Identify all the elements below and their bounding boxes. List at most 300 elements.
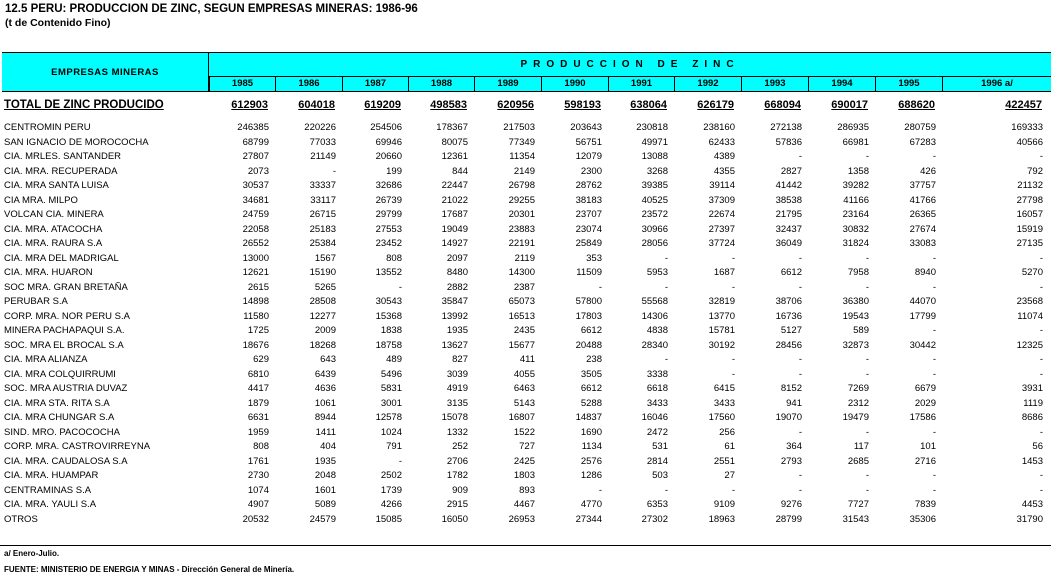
table-cell: 792 [1027, 165, 1043, 177]
table-cell: 6353 [646, 499, 668, 510]
table-header [2, 52, 1051, 92]
total-row [4, 99, 1051, 113]
table-row [0, 441, 1051, 456]
table-cell: 35306 [909, 513, 936, 525]
table-cell: 2029 [914, 397, 936, 409]
total-value: 620956 [497, 99, 534, 111]
table-cell: - [865, 281, 869, 293]
table-cell: 2435 [513, 325, 535, 336]
table-cell: - [598, 281, 602, 293]
table-cell: 23452 [375, 238, 402, 249]
table-cell: 941 [786, 397, 802, 409]
table-cell: 1959 [247, 426, 269, 438]
table-cell: 9276 [780, 499, 802, 510]
table-cell: 7727 [847, 499, 869, 510]
table-cell: - [798, 354, 802, 365]
table-cell: 29255 [508, 194, 535, 206]
table-cell: 40566 [1016, 136, 1043, 148]
table-cell: 26552 [242, 238, 269, 249]
table-cell: 1024 [380, 426, 402, 438]
table-cell: 12277 [309, 310, 336, 322]
table-cell: 32437 [775, 223, 802, 235]
total-value: 612903 [231, 99, 268, 111]
table-cell: 2685 [847, 455, 869, 467]
table-cell: - [1039, 484, 1043, 496]
table-cell: 26798 [508, 180, 535, 191]
company-name: CIA. MRA. RAURA S.A [4, 238, 103, 249]
total-value: 604018 [298, 99, 335, 111]
table-cell: 3135 [446, 397, 468, 409]
table-row [0, 470, 1051, 485]
table-cell: 25849 [575, 238, 602, 249]
table-cell: 17803 [575, 310, 602, 322]
table-cell: 2551 [713, 455, 735, 467]
table-cell: 18758 [375, 339, 402, 351]
total-value: 638064 [630, 99, 667, 111]
company-name: CIA. MRA. RECUPERADA [4, 165, 118, 177]
total-value: 688620 [898, 99, 935, 111]
table-cell: 13627 [441, 339, 468, 351]
table-cell: - [932, 426, 936, 438]
company-name: PERUBAR S.A [4, 296, 68, 307]
table-cell: 8944 [314, 412, 336, 423]
table-cell: 2149 [513, 165, 535, 177]
table-cell: - [932, 368, 936, 380]
table-cell: - [865, 484, 869, 496]
table-cell: 4467 [513, 499, 535, 510]
table-cell: 4770 [580, 499, 602, 510]
table-cell: 844 [452, 165, 468, 177]
table-row [0, 282, 1051, 297]
table-row [0, 340, 1051, 355]
table-cell: 36380 [842, 296, 869, 307]
company-name: CIA. MRLES. SANTANDER [4, 151, 122, 162]
company-name: CORP. MRA. CASTROVIRREYNA [4, 441, 151, 452]
table-cell: 4907 [247, 499, 269, 510]
total-value: 422457 [1005, 99, 1042, 111]
table-cell: 30442 [909, 339, 936, 351]
header-year: 1993 [741, 77, 808, 91]
table-cell: 30192 [708, 339, 735, 351]
table-cell: 2048 [314, 470, 336, 481]
company-name: CIA. MRA. CAUDALOSA S.A [4, 455, 128, 467]
header-year: 1992 [674, 77, 741, 91]
header-years [209, 77, 1051, 91]
table-cell: - [664, 252, 668, 264]
table-cell: 27807 [242, 151, 269, 162]
table-cell: 24579 [309, 513, 336, 525]
table-cell: 37309 [708, 194, 735, 206]
table-cell: 67283 [909, 136, 936, 148]
table-cell: 28762 [575, 180, 602, 191]
table-cell: 353 [586, 252, 602, 264]
table-cell: 4417 [247, 383, 269, 394]
table-row [0, 151, 1051, 166]
table-cell: 1286 [580, 470, 602, 481]
company-name: CIA. MRA STA. RITA S.A [4, 397, 110, 409]
company-name: CIA. MRA ALIANZA [4, 354, 88, 365]
table-cell: 26953 [508, 513, 535, 525]
table-cell: 49971 [641, 136, 668, 148]
header-year: 1989 [474, 77, 541, 91]
table-cell: 12361 [441, 151, 468, 162]
table-cell: 808 [386, 252, 402, 264]
header-year: 1987 [342, 77, 408, 91]
table-cell: 17586 [909, 412, 936, 423]
header-year: 1990 [541, 77, 608, 91]
table-cell: - [1039, 325, 1043, 336]
table-cell: 16807 [508, 412, 535, 423]
table-cell: 17799 [909, 310, 936, 322]
table-cell: 27 [724, 470, 735, 481]
table-cell: 14300 [508, 267, 535, 278]
table-cell: 38706 [775, 296, 802, 307]
header-year: 1988 [408, 77, 474, 91]
table-cell: 61 [724, 441, 735, 452]
table-cell: 55568 [641, 296, 668, 307]
table-cell: 20301 [508, 209, 535, 220]
table-cell: 30966 [641, 223, 668, 235]
table-cell: 827 [452, 354, 468, 365]
table-cell: 19070 [775, 412, 802, 423]
company-name: CIA. MRA DEL MADRIGAL [4, 252, 119, 264]
company-name: VOLCAN CIA. MINERA [4, 209, 104, 220]
table-cell: 77033 [309, 136, 336, 148]
table-cell: 27798 [1016, 194, 1043, 206]
table-cell: 33117 [310, 194, 336, 206]
table-cell: 1725 [247, 325, 269, 336]
table-cell: 11354 [509, 151, 535, 162]
header-year: 1985 [209, 77, 275, 91]
table-subtitle: (t de Contenido Fino) [5, 17, 111, 29]
table-cell: - [1039, 281, 1043, 293]
table-cell: 1935 [446, 325, 468, 336]
table-cell: 489 [386, 354, 402, 365]
table-cell: - [865, 470, 869, 481]
table-cell: 56 [1032, 441, 1043, 452]
total-value: 626179 [697, 99, 734, 111]
company-name: SOC MRA. GRAN BRETAÑA [4, 281, 128, 293]
table-cell: 6631 [247, 412, 269, 423]
table-cell: 27397 [708, 223, 735, 235]
table-cell: 41166 [843, 194, 869, 206]
table-row [0, 195, 1051, 210]
table-cell: 23707 [575, 209, 602, 220]
company-name: OTROS [4, 513, 38, 525]
total-value: 668094 [764, 99, 801, 111]
table-cell: 5270 [1021, 267, 1043, 278]
table-cell: - [798, 281, 802, 293]
table-cell: - [731, 252, 735, 264]
total-value: 598193 [564, 99, 601, 111]
table-cell: - [932, 354, 936, 365]
table-cell: 1567 [314, 252, 336, 264]
table-row [0, 253, 1051, 268]
table-cell: 24759 [242, 209, 269, 220]
table-cell: 28456 [775, 339, 802, 351]
table-cell: - [932, 151, 936, 162]
table-cell: 41766 [909, 194, 936, 206]
header-produccion: PRODUCCION DE ZINC [209, 53, 1051, 77]
table-cell: 5143 [513, 397, 535, 409]
table-row [0, 311, 1051, 326]
table-cell: 8152 [780, 383, 802, 394]
table-cell: - [664, 484, 668, 496]
table-cell: 27674 [909, 223, 936, 235]
table-cell: 12325 [1016, 339, 1043, 351]
table-cell: 2073 [247, 165, 269, 177]
table-cell: 411 [519, 354, 535, 365]
table-cell: - [798, 484, 802, 496]
table-cell: 20532 [242, 513, 269, 525]
table-cell: 18963 [708, 513, 735, 525]
table-cell: 19543 [842, 310, 869, 322]
table-cell: 2716 [914, 455, 936, 467]
table-cell: 252 [452, 441, 468, 452]
table-cell: 503 [652, 470, 668, 481]
table-cell: 29799 [375, 209, 402, 220]
table-cell: 57800 [575, 296, 602, 307]
source-note: FUENTE: MINISTERIO DE ENERGIA Y MINAS - Dirección General de Minería. [4, 565, 295, 574]
table-cell: - [865, 151, 869, 162]
table-cell: 15919 [1016, 223, 1043, 235]
table-cell: 23572 [641, 209, 668, 220]
table-cell: 23074 [575, 223, 602, 235]
table-cell: 5089 [314, 499, 336, 510]
table-cell: 31790 [1016, 513, 1043, 525]
table-cell: 6612 [780, 267, 802, 278]
table-cell: 39385 [641, 180, 668, 191]
table-cell: 9109 [713, 499, 735, 510]
table-cell: 178367 [436, 122, 468, 133]
table-row [0, 369, 1051, 384]
table-row [0, 412, 1051, 427]
table-row [0, 354, 1051, 369]
table-cell: 1332 [446, 426, 468, 438]
total-value: 498583 [430, 99, 467, 111]
table-cell: 25183 [309, 223, 336, 235]
company-name: CORP. MRA. NOR PERU S.A [4, 310, 130, 322]
header-year: 1986 [275, 77, 342, 91]
table-cell: 30832 [842, 223, 869, 235]
total-value: 619209 [364, 99, 401, 111]
table-row [0, 383, 1051, 398]
table-cell: 169333 [1011, 122, 1043, 133]
table-row [0, 267, 1051, 282]
table-cell: 37724 [708, 238, 735, 249]
table-cell: 14927 [441, 238, 468, 249]
table-cell: 26365 [909, 209, 936, 220]
table-cell: 1739 [380, 484, 402, 496]
table-cell: 6810 [247, 368, 269, 380]
table-cell: - [332, 165, 336, 177]
company-name: CENTRAMINAS S.A [4, 484, 92, 496]
table-cell: - [731, 281, 735, 293]
table-cell: 1687 [713, 267, 735, 278]
table-cell: 12621 [242, 267, 269, 278]
table-cell: 27553 [375, 223, 402, 235]
table-row [0, 325, 1051, 340]
table-cell: 5288 [580, 397, 602, 409]
table-row [0, 398, 1051, 413]
table-cell: 21795 [775, 209, 802, 220]
table-cell: 4266 [380, 499, 402, 510]
header-empresas: EMPRESAS MINERAS [2, 53, 209, 91]
table-cell: - [731, 484, 735, 496]
table-cell: 220226 [304, 122, 336, 133]
table-cell: 1782 [446, 470, 468, 481]
table-cell: - [798, 151, 802, 162]
company-name: SOC. MRA AUSTRIA DUVAZ [4, 383, 128, 394]
table-cell: 68799 [242, 136, 269, 148]
table-cell: 28508 [309, 296, 336, 307]
table-cell: 531 [652, 441, 668, 452]
table-cell: 39282 [842, 180, 869, 191]
table-cell: 1411 [315, 426, 336, 438]
table-cell: 254506 [370, 122, 402, 133]
table-cell: - [932, 325, 936, 336]
table-cell: 40525 [641, 194, 668, 206]
table-cell: 3931 [1021, 383, 1043, 394]
table-cell: 69946 [375, 136, 402, 148]
table-cell: 12079 [575, 151, 602, 162]
table-cell: 77349 [508, 136, 535, 148]
table-cell: 23568 [1016, 296, 1043, 307]
table-cell: - [398, 281, 402, 293]
table-cell: 6679 [914, 383, 936, 394]
table-row [0, 296, 1051, 311]
table-cell: 38538 [775, 194, 802, 206]
table-cell: 2882 [446, 281, 468, 293]
table-cell: 8480 [446, 267, 468, 278]
table-cell: 4055 [513, 368, 535, 380]
table-cell: 1074 [247, 484, 269, 496]
table-cell: 2300 [580, 165, 602, 177]
table-cell: - [798, 470, 802, 481]
table-cell: 18676 [242, 339, 269, 351]
table-cell: 28056 [641, 238, 668, 249]
table-cell: 8686 [1021, 412, 1043, 423]
table-cell: 15085 [375, 513, 402, 525]
table-cell: 3433 [713, 397, 735, 409]
table-cell: 643 [320, 354, 336, 365]
table-cell: 25384 [309, 238, 336, 249]
table-cell: 28340 [641, 339, 668, 351]
table-cell: 246385 [237, 122, 269, 133]
table-cell: - [865, 426, 869, 438]
company-name: CIA. MRA. YAULI S.A [4, 499, 97, 510]
table-cell: - [798, 426, 802, 438]
table-cell: - [798, 252, 802, 264]
table-row [0, 209, 1051, 224]
table-cell: 6618 [646, 383, 668, 394]
table-cell: 203643 [570, 122, 602, 133]
footer-divider [0, 545, 1051, 546]
table-cell: 7958 [847, 267, 869, 278]
table-cell: 2915 [446, 499, 468, 510]
table-cell: 1119 [1023, 397, 1043, 409]
table-cell: 280759 [904, 122, 936, 133]
table-cell: 3338 [646, 368, 668, 380]
table-cell: 11580 [243, 310, 269, 322]
table-cell: 13992 [441, 310, 468, 322]
table-cell: 21149 [310, 151, 336, 162]
table-cell: 256 [719, 426, 735, 438]
table-cell: 1358 [847, 165, 869, 177]
table-row [0, 485, 1051, 500]
table-cell: - [1039, 252, 1043, 264]
table-row [0, 122, 1051, 137]
table-cell: 238160 [703, 122, 735, 133]
table-cell: 4453 [1021, 499, 1043, 510]
table-row [0, 137, 1051, 152]
table-cell: 17560 [708, 412, 735, 423]
table-cell: 15781 [708, 325, 735, 336]
table-cell: 2730 [247, 470, 269, 481]
table-cell: 199 [386, 165, 402, 177]
table-cell: 2502 [380, 470, 402, 481]
table-cell: 2387 [513, 281, 535, 293]
table-cell: 2615 [247, 281, 269, 293]
table-cell: 14837 [575, 412, 602, 423]
table-cell: - [1039, 470, 1043, 481]
table-cell: 3268 [646, 165, 668, 177]
table-cell: - [865, 252, 869, 264]
table-cell: 31543 [842, 513, 869, 525]
table-cell: 7839 [914, 499, 936, 510]
table-cell: 1879 [247, 397, 269, 409]
table-cell: 16046 [641, 412, 668, 423]
company-name: CIA. MRA CHUNGAR S.A [4, 412, 115, 423]
table-cell: 791 [386, 441, 402, 452]
table-cell: 22058 [242, 223, 269, 235]
table-row [0, 224, 1051, 239]
table-cell: 2814 [646, 455, 668, 467]
table-cell: 13552 [375, 267, 402, 278]
table-cell: 13088 [641, 151, 668, 162]
table-title: 12.5 PERU: PRODUCCION DE ZINC, SEGUN EMPRESAS MINERAS: 1986-96 [5, 3, 418, 15]
table-cell: 15368 [375, 310, 402, 322]
table-cell: 727 [519, 441, 535, 452]
table-cell: 6612 [580, 325, 602, 336]
table-cell: 18268 [309, 339, 336, 351]
table-cell: 2827 [780, 165, 802, 177]
table-cell: 1803 [513, 470, 535, 481]
table-cell: 4636 [314, 383, 336, 394]
table-cell: 16057 [1016, 209, 1043, 220]
table-cell: 893 [519, 484, 535, 496]
table-cell: - [932, 484, 936, 496]
table-cell: 1061 [314, 397, 336, 409]
table-cell: 16513 [508, 310, 535, 322]
table-cell: 6612 [580, 383, 602, 394]
table-cell: 101 [920, 441, 936, 452]
table-cell: 11074 [1017, 310, 1043, 322]
table-cell: 32819 [708, 296, 735, 307]
table-cell: - [865, 354, 869, 365]
table-cell: 27135 [1016, 238, 1043, 249]
table-cell: 5265 [314, 281, 336, 293]
table-cell: 19479 [842, 412, 869, 423]
table-row [0, 180, 1051, 195]
table-cell: 21132 [1017, 180, 1043, 191]
table-row [0, 499, 1051, 514]
header-year: 1995 [875, 77, 942, 91]
table-cell: 23883 [508, 223, 535, 235]
table-cell: 4389 [713, 151, 735, 162]
table-cell: 1453 [1021, 455, 1043, 467]
table-cell: - [664, 281, 668, 293]
